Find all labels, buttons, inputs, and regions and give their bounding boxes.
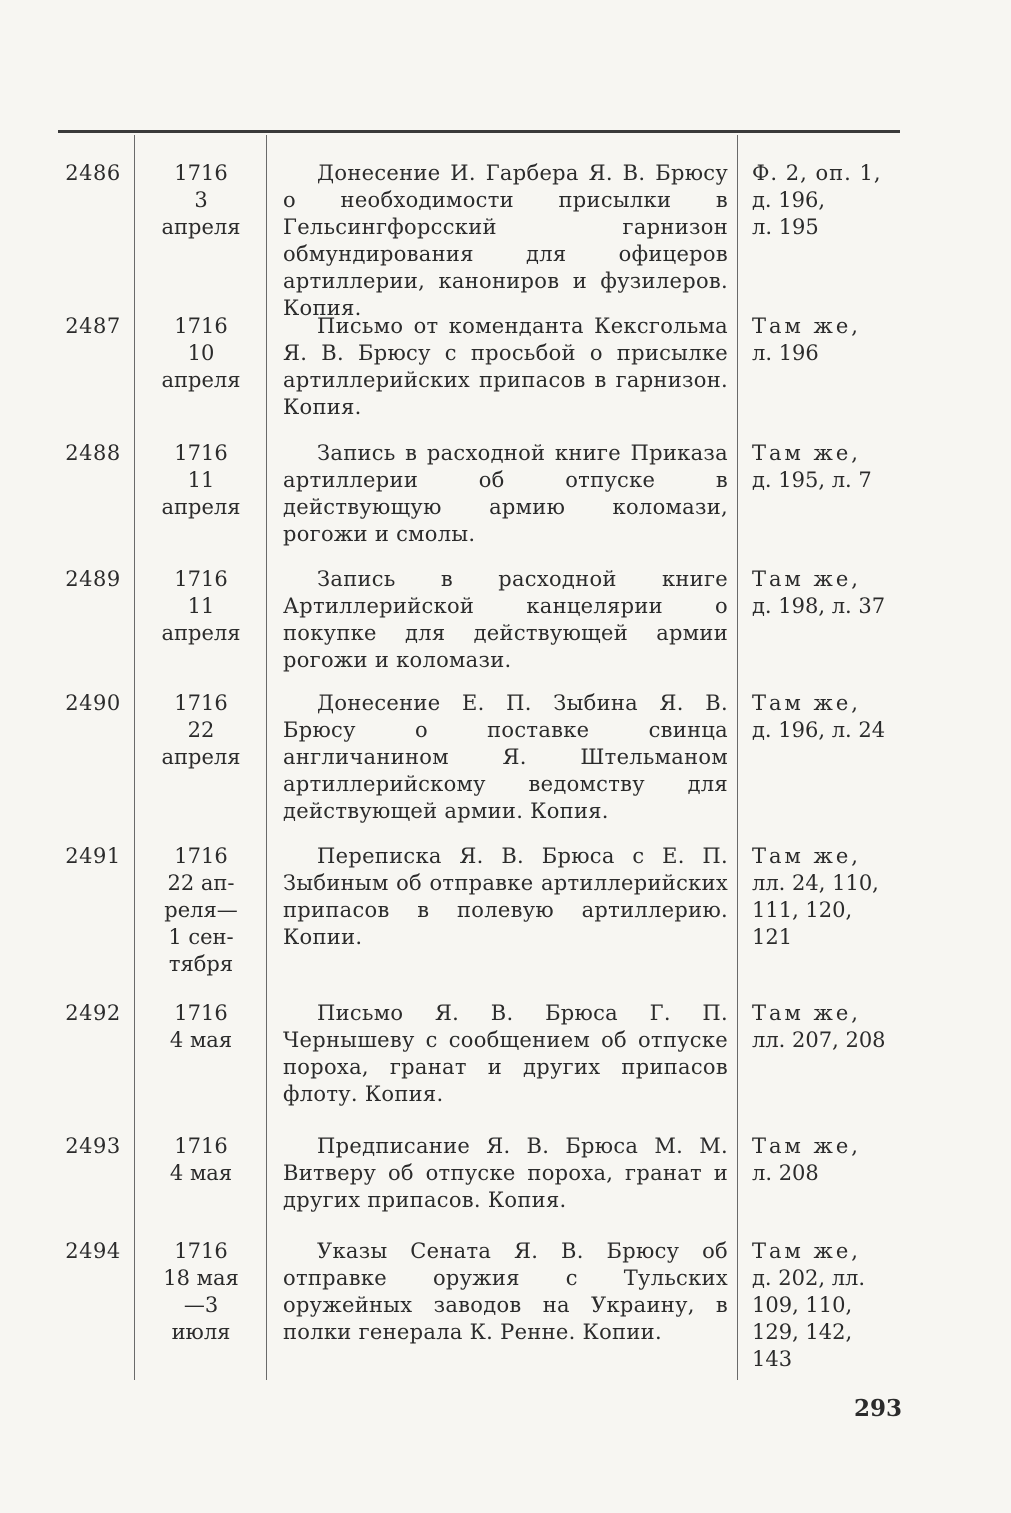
entry-description: Переписка Я. В. Брюса с Е. П. Зыбиным об отправке артиллерийских припасов в полевую артиллерию. Копии. (283, 844, 728, 949)
entry-date: 1716 18 мая —3 июля (163, 1239, 239, 1344)
entry-number: 2492 (65, 1001, 121, 1025)
top-rule (58, 130, 900, 133)
entry-source: Там же, д. 198, л. 37 (752, 567, 886, 618)
entry-date: 1716 11 апреля (161, 441, 241, 519)
entry-number: 2486 (65, 161, 121, 185)
page-number: 293 (853, 1395, 902, 1422)
column-divider-3 (737, 135, 738, 1380)
entry-number: 2491 (65, 844, 121, 868)
entry-date: 1716 11 апреля (161, 567, 241, 645)
entry-source: Там же, лл. 207, 208 (752, 1001, 886, 1052)
entry-number: 2490 (65, 691, 121, 715)
entry-date: 1716 4 мая (169, 1001, 233, 1052)
entry-description: Донесение Е. П. Зыбина Я. В. Брюсу о поставке свинца англичанином Я. Штельманом артиллерийскому ведомству для действующей армии. Копия. (283, 691, 728, 823)
entry-number: 2488 (65, 441, 121, 465)
entry-source: Там же, д. 202, лл. 109, 110, 129, 142, 143 (752, 1239, 866, 1371)
entry-source: Там же, д. 195, л. 7 (752, 441, 872, 492)
entry-number: 2489 (65, 567, 121, 591)
entry-description: Письмо Я. В. Брюса Г. П. Чернышеву с сообщением об отпуске пороха, гранат и других припасов флоту. Копия. (283, 1001, 728, 1106)
entry-description: Запись в расходной книге Приказа артиллерии об отпуске в действующую армию коломази, рогожи и смолы. (283, 441, 728, 546)
entry-source: Ф. 2, оп. 1, д. 196, л. 195 (752, 161, 882, 239)
entry-description: Запись в расходной книге Артиллерийской канцелярии о покупке для действующей армии рогожи и коломази. (283, 567, 728, 672)
entry-date: 1716 4 мая (169, 1134, 233, 1185)
entry-source: Там же, лл. 24, 110, 111, 120, 121 (752, 844, 879, 949)
entry-source: Там же, л. 196 (752, 314, 861, 365)
entry-description: Предписание Я. В. Брюса М. М. Витверу об отпуске пороха, гранат и других припасов. Копия. (283, 1134, 728, 1212)
entry-source: Там же, л. 208 (752, 1134, 861, 1185)
column-divider-1 (134, 135, 135, 1380)
entry-source: Там же, д. 196, л. 24 (752, 691, 886, 742)
entry-date: 1716 22 апреля (161, 691, 241, 769)
entry-date: 1716 22 ап- реля— 1 сен- тября (164, 844, 238, 976)
entry-number: 2493 (65, 1134, 121, 1158)
entry-number: 2487 (65, 314, 121, 338)
entry-date: 1716 3 апреля (161, 161, 241, 239)
entry-description: Донесение И. Гарбера Я. В. Брюсу о необходимости присылки в Гельсингфорсский гарнизон обмундирования для офицеров артиллерии, канониров и фузилеров. Копия. (283, 161, 728, 320)
entry-description: Указы Сената Я. В. Брюсу об отправке оружия с Тульских оружейных заводов на Украину, в полки генерала К. Ренне. Копии. (283, 1239, 728, 1344)
entry-number: 2494 (65, 1239, 121, 1263)
entry-description: Письмо от коменданта Кексгольма Я. В. Брюсу с просьбой о присылке артиллерийских припасов в гарнизон. Копия. (283, 314, 728, 419)
column-divider-2 (266, 135, 267, 1380)
entry-date: 1716 10 апреля (161, 314, 241, 392)
